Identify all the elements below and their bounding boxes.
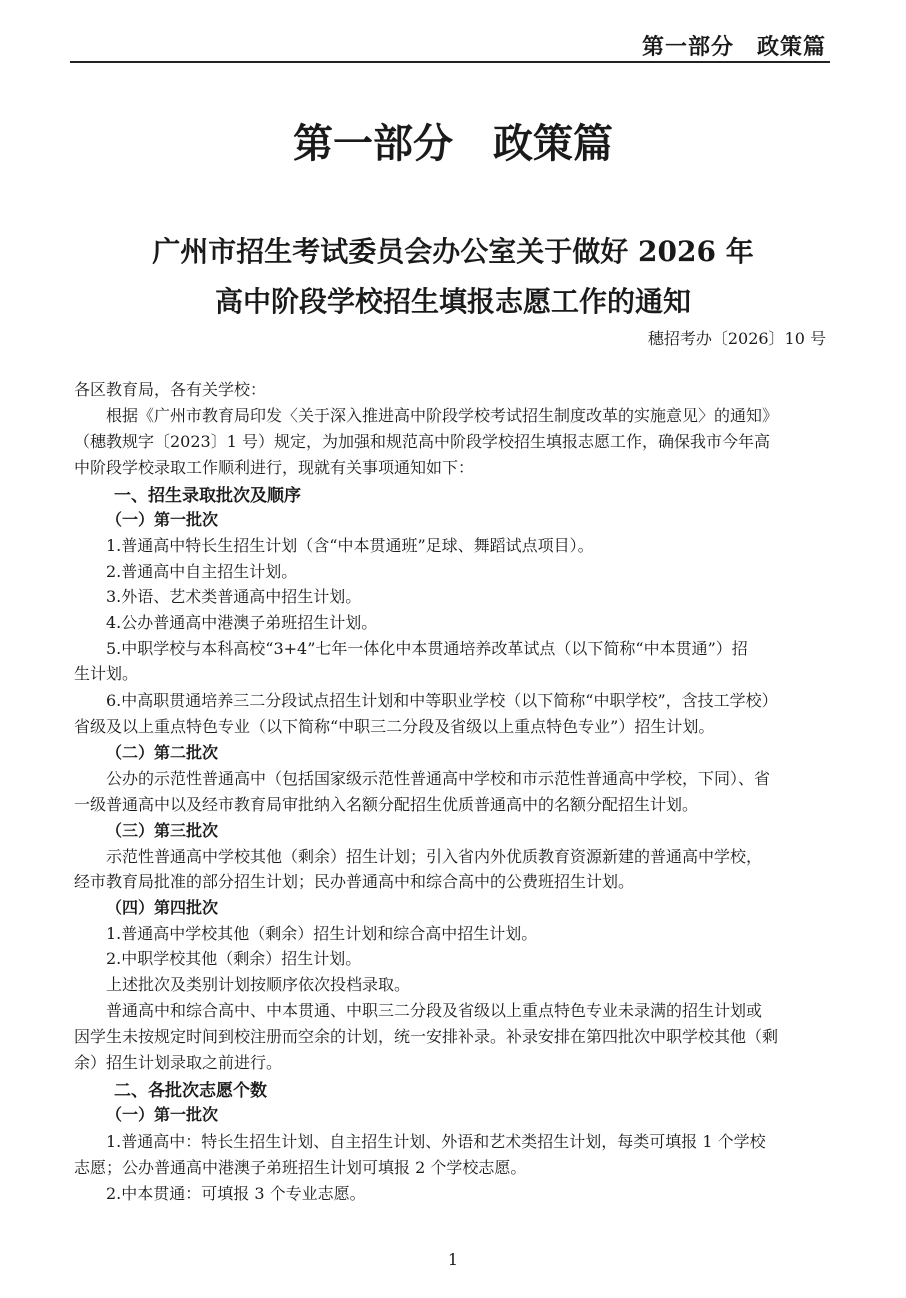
batch-2-line-2: 一级普通高中以及经市教育局审批纳入名额分配招生优质普通高中的名额分配招生计划。 <box>74 795 699 814</box>
choices-item-1-line-1: 1.普通高中：特长生招生计划、自主招生计划、外语和艺术类招生计划，每类可填报 1 个学校 <box>106 1132 766 1151</box>
running-header: 第一部分 政策篇 <box>641 35 826 60</box>
section-heading-1: 一、招生录取批次及顺序 <box>114 486 301 506</box>
batch-1-item-2: 2.普通高中自主招生计划。 <box>106 562 298 581</box>
intro-line-1: 根据《广州市教育局印发〈关于深入推进高中阶段学校考试招生制度改革的实施意见〉的通知》 <box>106 406 779 425</box>
intro-line-2: （穗教规字〔2023〕1 号）规定，为加强和规范高中阶段学校招生填报志愿工作，确保我市今年高 <box>74 432 770 451</box>
subheading-batch-4: （四）第四批次 <box>106 898 219 917</box>
header-divider <box>70 61 830 63</box>
part-title: 第一部分 政策篇 <box>293 120 613 167</box>
subheading-batch-3: （三）第三批次 <box>106 821 219 840</box>
supplementary-line-2: 因学生未按规定时间到校注册而空余的计划，统一安排补录。补录安排在第四批次中职学校其他（剩 <box>74 1027 779 1046</box>
intro-line-3: 中阶段学校录取工作顺利进行，现就有关事项通知如下： <box>74 458 475 477</box>
batch-1-item-4: 4.公办普通高中港澳子弟班招生计划。 <box>106 613 378 632</box>
batch-3-line-1: 示范性普通高中学校其他（剩余）招生计划；引入省内外优质教育资源新建的普通高中学校， <box>106 847 763 866</box>
subheading-batch-1: （一）第一批次 <box>106 510 219 529</box>
subheading-batch-2: （二）第二批次 <box>106 743 219 762</box>
batch-1-item-5-line-2: 生计划。 <box>74 664 139 683</box>
batch-4-item-2: 2.中职学校其他（剩余）招生计划。 <box>106 949 362 968</box>
batch-3-line-2: 经市教育局批准的部分招生计划；民办普通高中和综合高中的公费班招生计划。 <box>74 872 635 891</box>
salutation: 各区教育局，各有关学校： <box>74 380 267 399</box>
choices-item-2: 2.中本贯通：可填报 3 个专业志愿。 <box>106 1184 366 1203</box>
section-heading-2: 二、各批次志愿个数 <box>114 1081 267 1101</box>
supplementary-line-3: 余）招生计划录取之前进行。 <box>74 1053 283 1072</box>
choices-item-1-line-2: 志愿；公办普通高中港澳子弟班招生计划可填报 2 个学校志愿。 <box>74 1158 527 1177</box>
batch-1-item-5-line-1: 5.中职学校与本科高校“3+4”七年一体化中本贯通培养改革试点（以下简称“中本贯通”）招 <box>106 639 748 658</box>
subheading-choices-batch-1: （一）第一批次 <box>106 1105 219 1124</box>
batch-2-line-1: 公办的示范性普通高中（包括国家级示范性普通高中学校和市示范性普通高中学校，下同）、省 <box>106 769 771 788</box>
order-note: 上述批次及类别计划按顺序依次投档录取。 <box>106 975 411 994</box>
document-title-line-1: 广州市招生考试委员会办公室关于做好 2026 年 <box>152 235 754 268</box>
supplementary-line-1: 普通高中和综合高中、中本贯通、中职三二分段及省级以上重点特色专业未录满的招生计划或 <box>106 1001 763 1020</box>
batch-1-item-6-line-1: 6.中高职贯通培养三二分段试点招生计划和中等职业学校（以下简称“中职学校”，含技工学校） <box>106 691 778 710</box>
page-number: 1 <box>447 1250 459 1269</box>
batch-1-item-6-line-2: 省级及以上重点特色专业（以下简称“中职三二分段及省级以上重点特色专业”）招生计划。 <box>74 717 715 736</box>
batch-4-item-1: 1.普通高中学校其他（剩余）招生计划和综合高中招生计划。 <box>106 924 538 943</box>
batch-1-item-1: 1.普通高中特长生招生计划（含“中本贯通班”足球、舞蹈试点项目）。 <box>106 536 594 555</box>
document-number: 穗招考办〔2026〕10 号 <box>647 329 826 348</box>
document-title-line-2: 高中阶段学校招生填报志愿工作的通知 <box>214 285 691 318</box>
batch-1-item-3: 3.外语、艺术类普通高中招生计划。 <box>106 587 362 606</box>
